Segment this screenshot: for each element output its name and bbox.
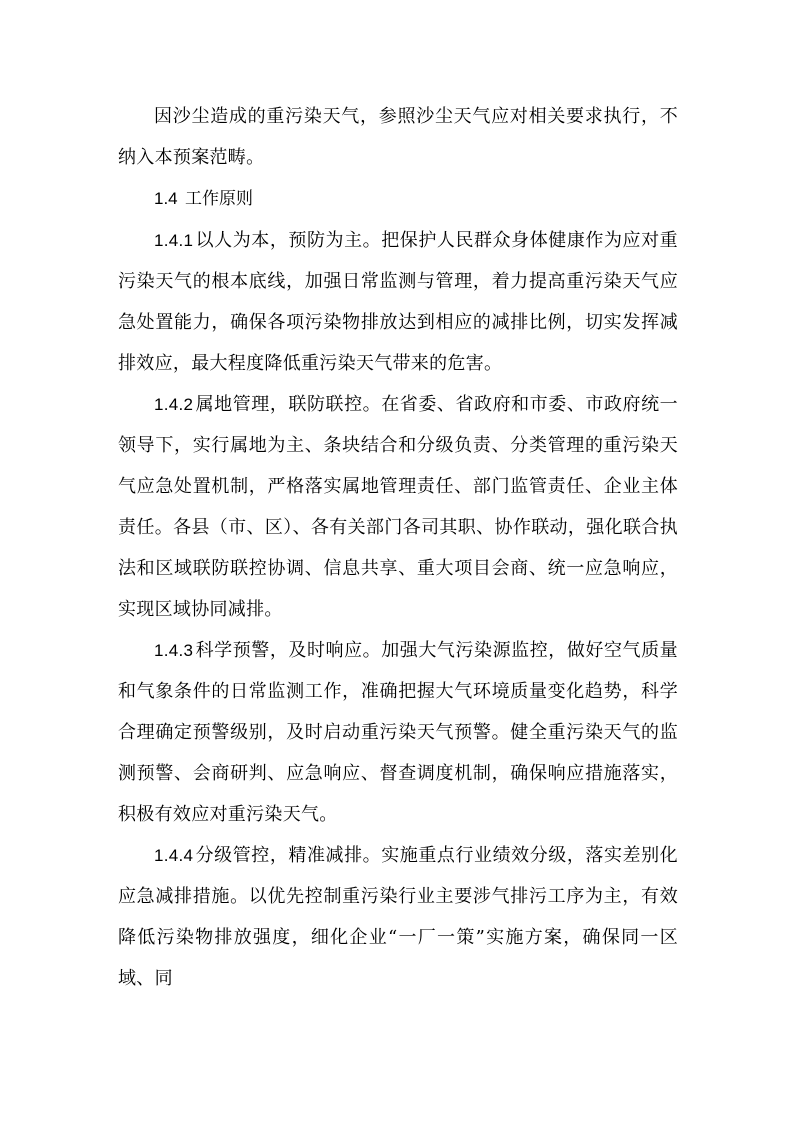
principle-number: 1.4.2 [154, 395, 194, 414]
principle-number: 1.4.4 [154, 846, 194, 865]
principle-paragraph-3 [118, 630, 678, 835]
section-heading [118, 178, 678, 220]
section-title: 工作原则 [185, 189, 254, 209]
principle-text: 属地管理，联防联控。在省委、省政府和市委、市政府统一领导下，实行属地为主、条块结合和分级负责、分类管理的重污染天气应急处置机制，严格落实属地管理责任、部门监管责任、企业主体责任。各县（市、区）、各有关部门各司其职、协作联动，强化联合执法和区域联防联控协调、信息共享、重大项目会商、统一应急响应，实现区域协同减排。 [118, 394, 678, 620]
principle-number: 1.4.3 [154, 641, 194, 660]
principle-text: 分级管控，精准减排。实施重点行业绩效分级，落实差别化应急减排措施。以优先控制重污染行业主要涉气排污工序为主，有效降低污染物排放强度，细化企业“一厂一策”实施方案，确保同一区域、同 [118, 845, 678, 989]
document-page [118, 96, 678, 999]
principle-paragraph-2 [118, 384, 678, 630]
section-number: 1.4 [154, 189, 178, 208]
principle-number: 1.4.1 [154, 231, 194, 250]
principle-text: 以人为本，预防为主。把保护人民群众身体健康作为应对重污染天气的根本底线，加强日常监测与管理，着力提高重污染天气应急处置能力，确保各项污染物排放达到相应的减排比例，切实发挥减排效应，最大程度降低重污染天气带来的危害。 [118, 230, 678, 374]
intro-paragraph: 因沙尘造成的重污染天气，参照沙尘天气应对相关要求执行，不纳入本预案范畴。 [118, 106, 678, 168]
principle-paragraph-4 [118, 835, 678, 999]
principle-text: 科学预警，及时响应。加强大气污染源监控，做好空气质量和气象条件的日常监测工作，准确把握大气环境质量变化趋势，科学合理确定预警级别，及时启动重污染天气预警。健全重污染天气的监测预警、会商研判、应急响应、督查调度机制，确保响应措施落实，积极有效应对重污染天气。 [118, 640, 678, 825]
principle-paragraph-1 [118, 220, 678, 384]
